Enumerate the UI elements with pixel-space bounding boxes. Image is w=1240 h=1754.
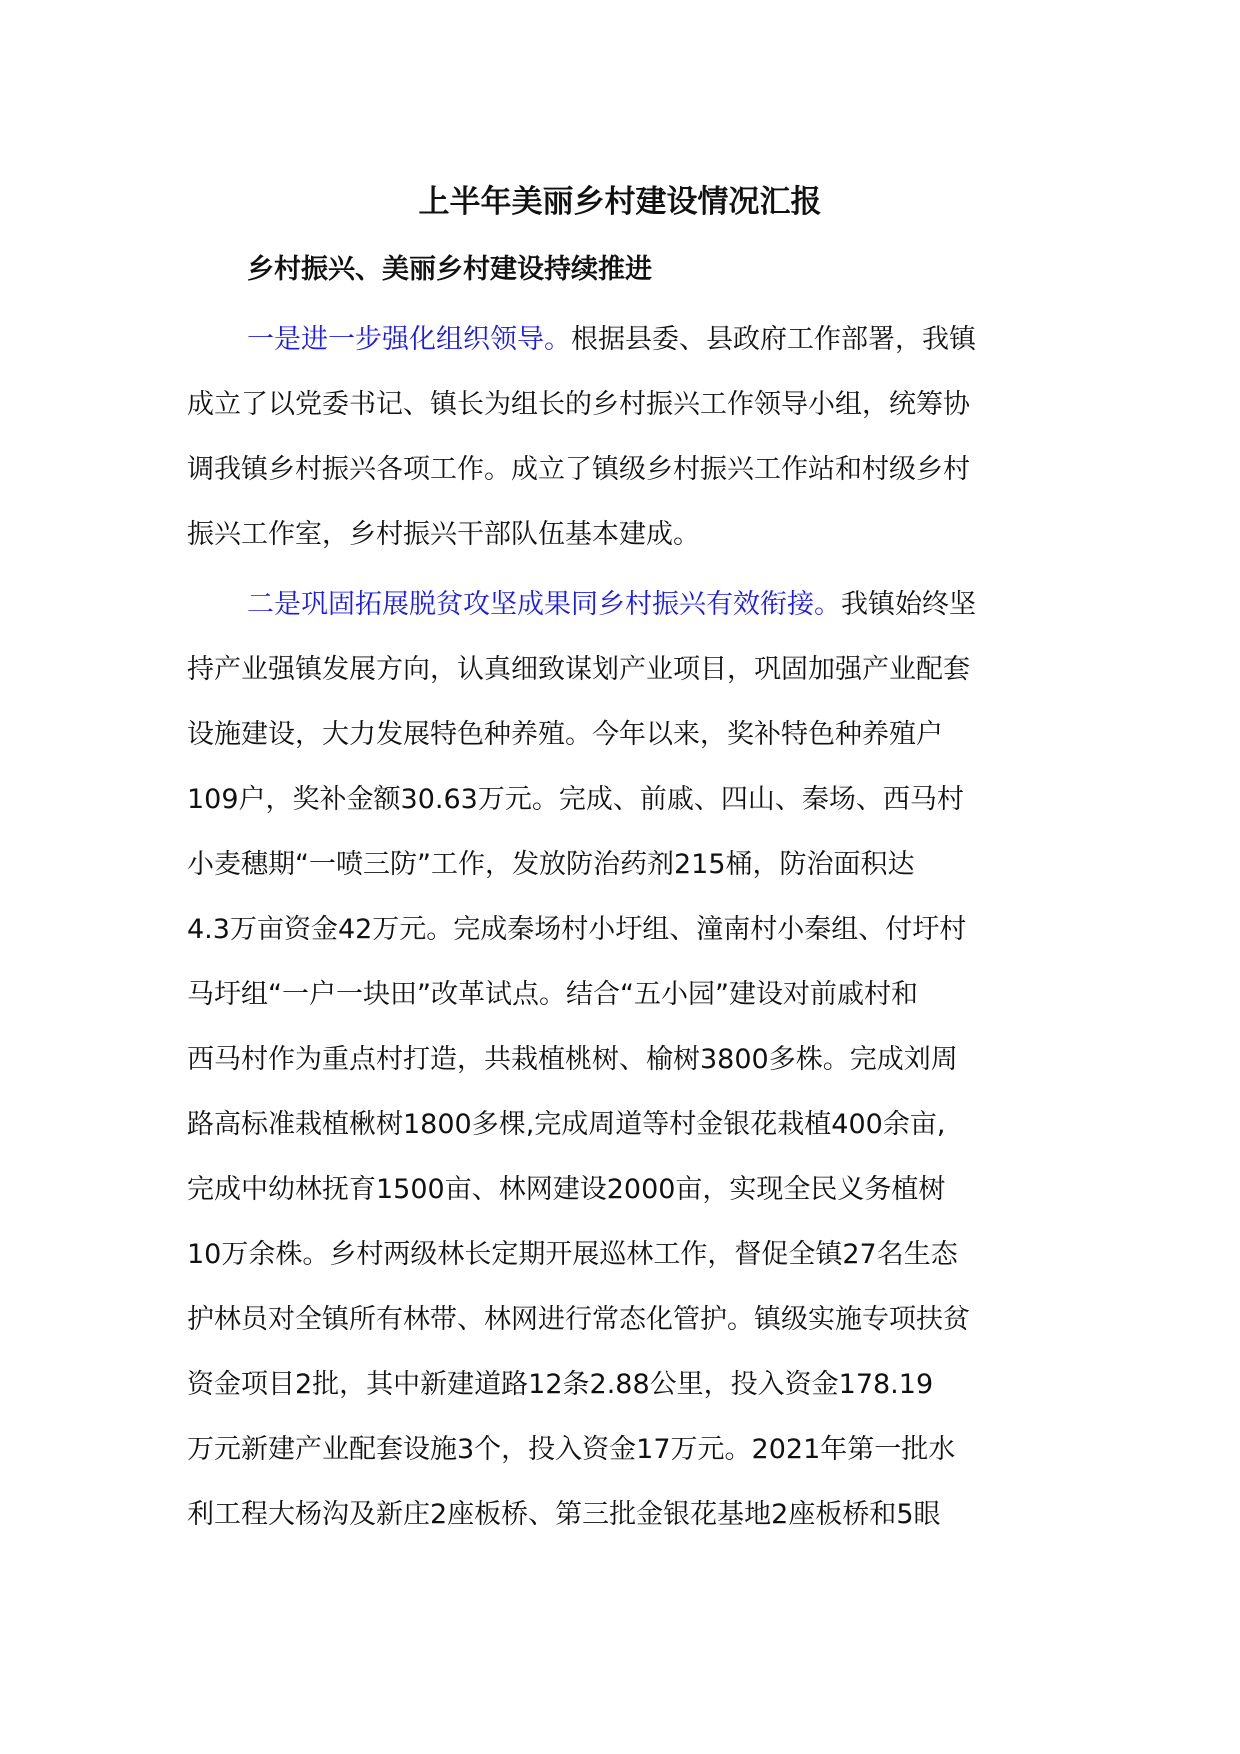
paragraph2-line: 西马村作为重点村打造，共栽植桃树、榆树3800多株。完成刘周 — [187, 1044, 958, 1075]
paragraph2-line1-rest: 我镇始终坚 — [841, 589, 976, 620]
paragraph2-line: 109户，奖补金额30.63万元。完成、前戚、四山、秦场、西马村 — [187, 784, 964, 815]
paragraph2-line: 设施建设，大力发展特色种养殖。今年以来，奖补特色种养殖户 — [187, 719, 943, 750]
paragraph2-line: 利工程大杨沟及新庄2座板桥、第三批金银花基地2座板桥和5眼 — [187, 1499, 941, 1530]
paragraph2-line: 小麦穗期“一喷三防”工作，发放防治药剂215桶，防治面积达 — [187, 849, 915, 880]
section-heading: 乡村振兴、美丽乡村建设持续推进 — [247, 254, 652, 285]
paragraph2-line: 护林员对全镇所有林带、林网进行常态化管护。镇级实施专项扶贫 — [187, 1304, 970, 1335]
paragraph2-line: 资金项目2批，其中新建道路12条2.88公里，投入资金178.19 — [187, 1369, 934, 1400]
paragraph1-lead: 一是进一步强化组织领导。 — [247, 324, 571, 355]
paragraph2-line1 — [247, 585, 976, 625]
paragraph1-line1-rest: 根据县委、县政府工作部署，我镇 — [571, 324, 976, 355]
paragraph2-line: 持产业强镇发展方向，认真细致谋划产业项目，巩固加强产业配套 — [187, 654, 970, 685]
paragraph1-line: 调我镇乡村振兴各项工作。成立了镇级乡村振兴工作站和村级乡村 — [187, 454, 970, 485]
paragraph2-line: 马圩组“一户一块田”改革试点。结合“五小园”建设对前戚村和 — [187, 979, 918, 1010]
paragraph2-line: 完成中幼林抚育1500亩、林网建设2000亩，实现全民义务植树 — [187, 1174, 946, 1205]
document-title: 上半年美丽乡村建设情况汇报 — [418, 184, 822, 220]
paragraph2-line: 路高标准栽植楸树1800多棵,完成周道等村金银花栽植400余亩, — [187, 1109, 946, 1140]
paragraph1-line: 成立了以党委书记、镇长为组长的乡村振兴工作领导小组，统筹协 — [187, 389, 970, 420]
paragraph1-line1 — [247, 320, 976, 360]
paragraph1-line: 振兴工作室，乡村振兴干部队伍基本建成。 — [187, 519, 700, 550]
paragraph2-line: 万元新建产业配套设施3个，投入资金17万元。2021年第一批水 — [187, 1434, 956, 1465]
paragraph2-lead: 二是巩固拓展脱贫攻坚成果同乡村振兴有效衔接。 — [247, 589, 841, 620]
paragraph2-line: 4.3万亩资金42万元。完成秦场村小圩组、潼南村小秦组、付圩村 — [187, 914, 967, 945]
paragraph2-line: 10万余株。乡村两级林长定期开展巡林工作，督促全镇27名生态 — [187, 1239, 958, 1270]
